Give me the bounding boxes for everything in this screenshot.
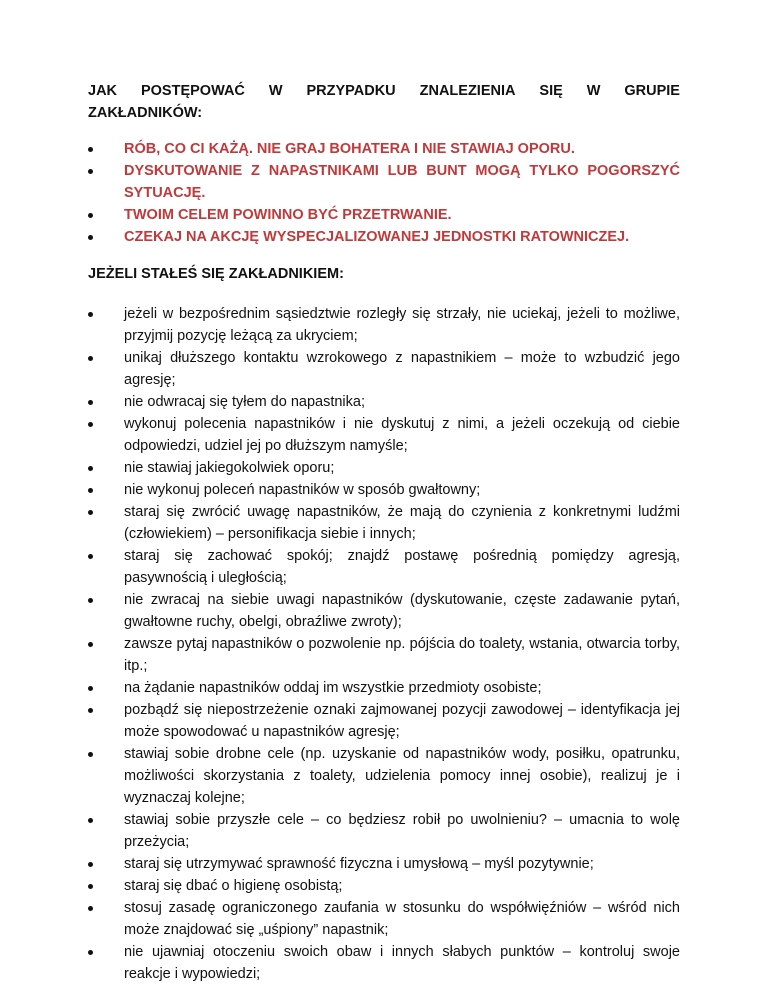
rule-text: staraj się utrzymywać sprawność fizyczna i umysłową – myśl pozytywnie; (124, 856, 594, 872)
rule-item (88, 391, 680, 413)
rule-item (88, 413, 680, 457)
bullet-icon (88, 818, 93, 823)
rule-text: nie zwracaj na siebie uwagi napastników (dyskutowanie, częste zadawanie pytań, gwałtowne ruchy, obelgi, obraźliwe zwroty); (124, 592, 680, 630)
title-word: POSTĘPOWAĆ (140, 83, 245, 99)
rule-item (88, 633, 680, 677)
rule-item (88, 677, 680, 699)
rule-text: stawiaj sobie przyszłe cele – co będziesz robił po uwolnieniu? – umacnia to wolę przeżycia; (124, 812, 680, 850)
document-title-line1 (88, 80, 680, 102)
key-rule-text: RÓB, CO CI KAŻĄ. NIE GRAJ BOHATERA I NIE STAWIAJ OPORU. (124, 141, 575, 157)
key-rule-text: TWOIM CELEM POWINNO BYĆ PRZETRWANIE. (124, 207, 452, 223)
bullet-icon (88, 862, 93, 867)
rule-item (88, 457, 680, 479)
bullet-icon (88, 356, 93, 361)
title-word: ZNALEZIENIA (419, 83, 516, 99)
rule-text: staraj się dbać o higienę osobistą; (124, 878, 343, 894)
section-heading: JEŻELI STAŁEŚ SIĘ ZAKŁADNIKIEM: (88, 266, 344, 282)
rule-text: staraj się zachować spokój; znajdź postawę pośrednią pomiędzy agresją, pasywnością i uległością; (124, 548, 680, 586)
bullet-icon (88, 235, 93, 240)
key-rules-list (88, 138, 680, 248)
bullet-icon (88, 213, 93, 218)
bullet-icon (88, 466, 93, 471)
bullet-icon (88, 906, 93, 911)
bullet-icon (88, 950, 93, 955)
rule-text: wykonuj polecenia napastników i nie dyskutuj z nimi, a jeżeli oczekują od ciebie odpowiedzi, udziel jej po dłuższym namyśle; (124, 416, 680, 454)
rule-text: stosuj zasadę ograniczonego zaufania w stosunku do współwięźniów – wśród nich może znajdować się „uśpiony” napastnik; (124, 900, 680, 938)
rule-text: pozbądź się niepostrzeżenie oznaki zajmowanej pozycji zawodowej – identyfikacja jej może spowodować u napastników agresję; (124, 702, 680, 740)
title-word: W (586, 83, 601, 99)
rule-text: nie ujawniaj otoczeniu swoich obaw i innych słabych punktów – kontroluj swoje reakcje i wypowiedzi; (124, 944, 680, 982)
rule-item (88, 545, 680, 589)
rule-text: nie wykonuj poleceń napastników w sposób gwałtowny; (124, 482, 481, 498)
key-rule-text: CZEKAJ NA AKCJĘ WYSPECJALIZOWANEJ JEDNOSTKI RATOWNICZEJ. (124, 229, 630, 245)
rule-text: nie odwracaj się tyłem do napastnika; (124, 394, 365, 410)
bullet-icon (88, 598, 93, 603)
rule-text: na żądanie napastników oddaj im wszystkie przedmioty osobiste; (124, 680, 542, 696)
document-title-line2: ZAKŁADNIKÓW: (88, 105, 203, 121)
bullet-icon (88, 147, 93, 152)
bullet-icon (88, 169, 93, 174)
rule-item (88, 699, 680, 743)
bullet-icon (88, 752, 93, 757)
bullet-icon (88, 642, 93, 647)
bullet-icon (88, 422, 93, 427)
rule-text: jeżeli w bezpośrednim sąsiedztwie rozległy się strzały, nie uciekaj, jeżeli to możliwe, przyjmij pozycję leżącą za ukryciem; (124, 306, 680, 344)
bullet-icon (88, 884, 93, 889)
key-rule-item (88, 160, 680, 204)
rule-item (88, 303, 680, 347)
rule-item (88, 809, 680, 853)
document-title (88, 80, 680, 124)
rule-text: staraj się zwrócić uwagę napastników, że mają do czynienia z konkretnymi ludźmi (człowiekiem) – personifikacja siebie i innych; (124, 504, 680, 542)
bullet-icon (88, 488, 93, 493)
title-word: W (268, 83, 283, 99)
key-rule-text: DYSKUTOWANIE Z NAPASTNIKAMI LUB BUNT MOGĄ TYLKO POGORSZYĆ SYTUACJĘ. (124, 163, 680, 201)
rule-item (88, 589, 680, 633)
bullet-icon (88, 400, 93, 405)
title-word: GRUPIE (624, 83, 680, 99)
rule-text: nie stawiaj jakiegokolwiek oporu; (124, 460, 335, 476)
rule-text: zawsze pytaj napastników o pozwolenie np. pójścia do toalety, wstania, otwarcia torby, itp.; (124, 636, 680, 674)
rule-item (88, 479, 680, 501)
rule-text: unikaj dłuższego kontaktu wzrokowego z napastnikiem – może to wzbudzić jego agresję; (124, 350, 680, 388)
key-rule-item (88, 226, 680, 248)
bullet-icon (88, 708, 93, 713)
rule-item (88, 743, 680, 809)
rules-list (88, 303, 680, 985)
title-word: SIĘ (539, 83, 563, 99)
rule-item (88, 501, 680, 545)
rule-item (88, 897, 680, 941)
key-rule-item (88, 204, 680, 226)
rule-item (88, 853, 680, 875)
rule-text: stawiaj sobie drobne cele (np. uzyskanie od napastników wody, posiłku, opatrunku, możliwości skorzystania z toalety, udzielenia pomocy innej osobie), realizuj je i wyznaczaj kolejne; (124, 746, 680, 806)
title-word: PRZYPADKU (306, 83, 396, 99)
title-word: JAK (88, 83, 118, 99)
document-page (88, 80, 680, 985)
rule-item (88, 875, 680, 897)
bullet-icon (88, 554, 93, 559)
bullet-icon (88, 312, 93, 317)
bullet-icon (88, 510, 93, 515)
key-rule-item (88, 138, 680, 160)
rule-item (88, 347, 680, 391)
rule-item (88, 941, 680, 985)
bullet-icon (88, 686, 93, 691)
